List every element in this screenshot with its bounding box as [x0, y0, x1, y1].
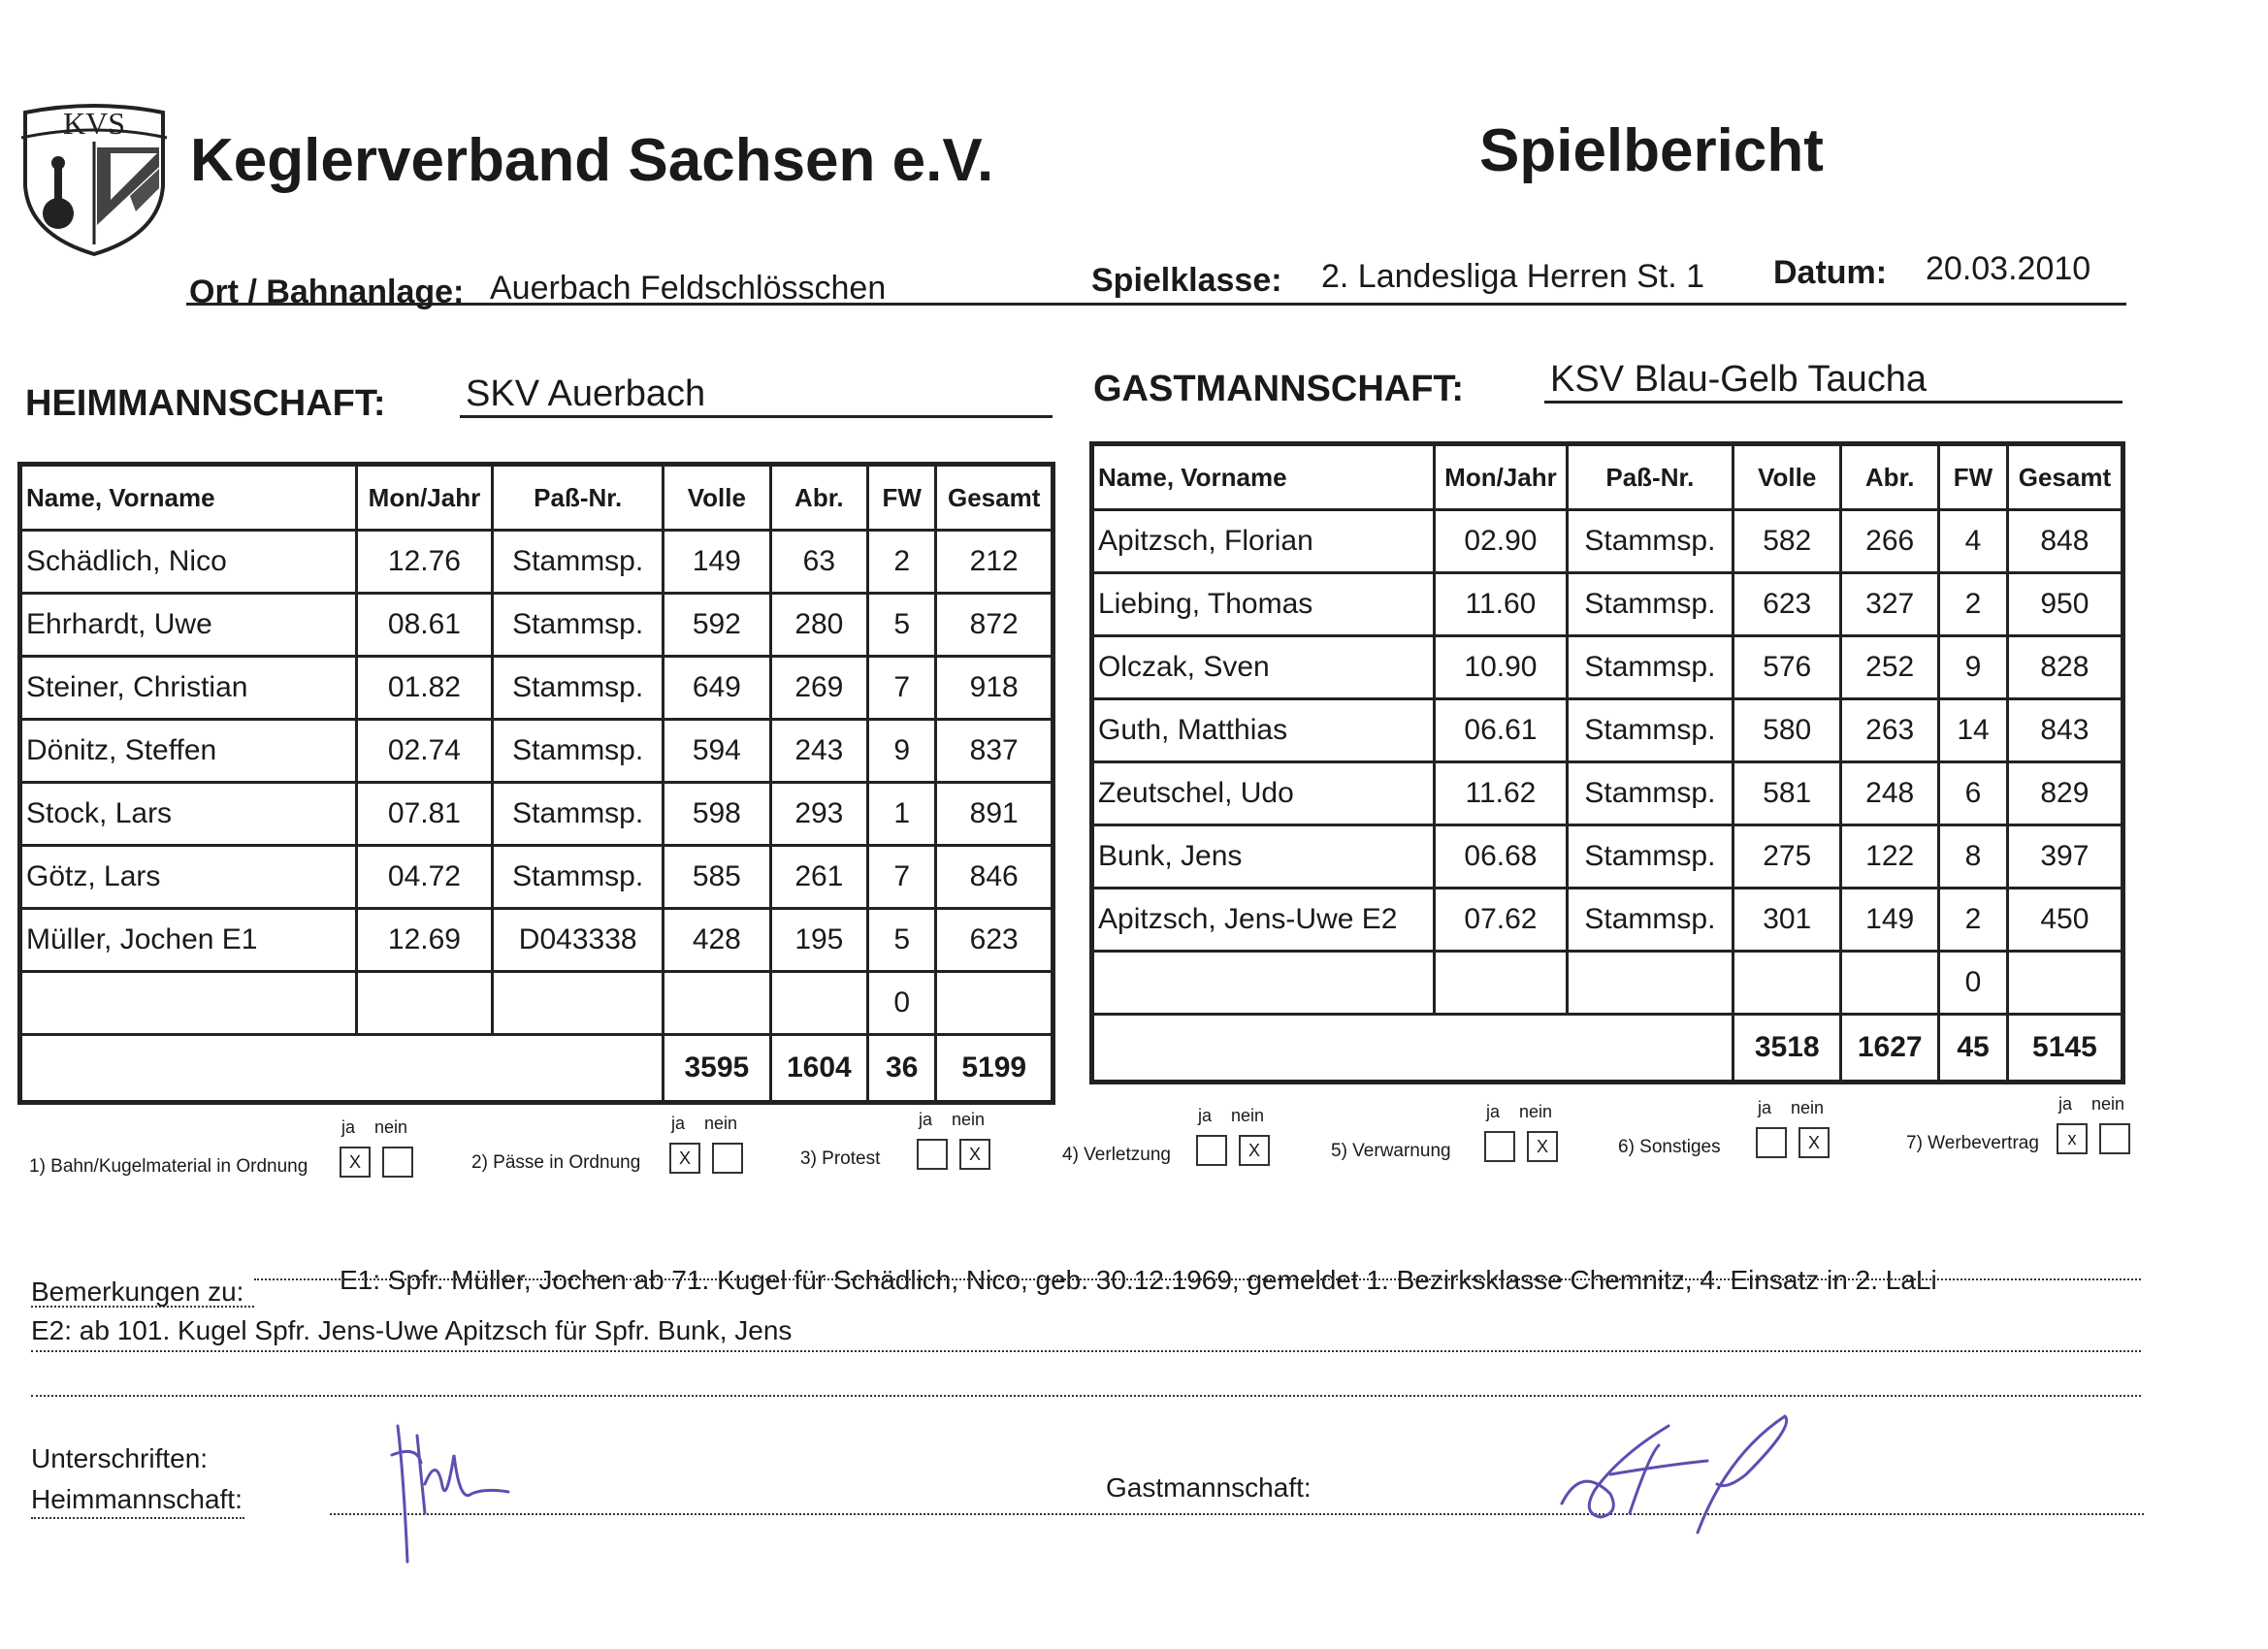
- gesamt-cell: 950: [2007, 573, 2122, 636]
- table-row: [1092, 699, 2123, 762]
- gesamt-cell: 212: [936, 531, 1053, 594]
- player-name-cell: Guth, Matthias: [1092, 699, 1435, 762]
- home-header-row: [20, 465, 1053, 531]
- fw-cell: 0: [1939, 952, 2008, 1015]
- home-total-row: [20, 1035, 1053, 1103]
- gesamt-cell: [2007, 952, 2122, 1015]
- total-abr: 1627: [1841, 1015, 1939, 1083]
- pass-number-cell: Stammsp.: [1567, 636, 1733, 699]
- total-gesamt: 5199: [936, 1035, 1053, 1103]
- table-row: [20, 846, 1053, 909]
- fw-cell: 2: [1939, 573, 2008, 636]
- volle-cell: 580: [1733, 699, 1841, 762]
- home-score-table: [17, 462, 1055, 1105]
- volle-cell: 301: [1733, 889, 1841, 952]
- pass-number-cell: Stammsp.: [1567, 510, 1733, 573]
- check-label: 3) Protest: [800, 1148, 881, 1169]
- pass-number-cell: Stammsp.: [1567, 573, 1733, 636]
- birth-month-cell: 08.61: [356, 594, 493, 657]
- column-header: Name, Vorname: [1092, 444, 1435, 510]
- total-volle: 3595: [664, 1035, 771, 1103]
- document-title: Spielbericht: [1479, 117, 1824, 184]
- abr-cell: 263: [1841, 699, 1939, 762]
- nein-checkbox[interactable]: [2099, 1123, 2130, 1154]
- fw-cell: 8: [1939, 825, 2008, 889]
- table-row: [1092, 762, 2123, 825]
- volle-cell: 649: [664, 657, 771, 720]
- class-label: Spielklasse:: [1091, 262, 1282, 299]
- nein-label: nein: [1231, 1106, 1265, 1125]
- nein-label: nein: [704, 1114, 738, 1133]
- volle-cell: [664, 972, 771, 1035]
- birth-month-cell: 11.60: [1435, 573, 1567, 636]
- nein-checkbox[interactable]: X: [1527, 1131, 1558, 1162]
- nein-label: nein: [1791, 1098, 1825, 1117]
- abr-cell: 327: [1841, 573, 1939, 636]
- nein-label: nein: [2091, 1094, 2125, 1114]
- ja-checkbox[interactable]: [917, 1139, 948, 1170]
- player-name-cell: Steiner, Christian: [20, 657, 357, 720]
- total-gesamt: 5145: [2007, 1015, 2122, 1083]
- player-name-cell: Schädlich, Nico: [20, 531, 357, 594]
- nein-checkbox[interactable]: [382, 1147, 413, 1178]
- abr-cell: [770, 972, 867, 1035]
- fw-cell: 9: [868, 720, 936, 783]
- ja-checkbox[interactable]: X: [340, 1147, 371, 1178]
- venue-label: Ort / Bahnanlage:: [189, 274, 465, 310]
- guest-signature: [1552, 1397, 1804, 1552]
- fw-cell: 7: [868, 846, 936, 909]
- remark-dotline-1b: [31, 1306, 254, 1308]
- table-row: [1092, 825, 2123, 889]
- fw-cell: 6: [1939, 762, 2008, 825]
- organization-name: Keglerverband Sachsen e.V.: [190, 127, 994, 194]
- gesamt-cell: 848: [2007, 510, 2122, 573]
- birth-month-cell: 04.72: [356, 846, 493, 909]
- fw-cell: 14: [1939, 699, 2008, 762]
- birth-month-cell: 02.90: [1435, 510, 1567, 573]
- birth-month-cell: [1435, 952, 1567, 1015]
- guest-header-row: [1092, 444, 2123, 510]
- gesamt-cell: [936, 972, 1053, 1035]
- column-header: Name, Vorname: [20, 465, 357, 531]
- player-name-cell: [1092, 952, 1435, 1015]
- pass-number-cell: [1567, 952, 1733, 1015]
- table-row: [20, 657, 1053, 720]
- gesamt-cell: 846: [936, 846, 1053, 909]
- pass-number-cell: Stammsp.: [493, 783, 664, 846]
- gesamt-cell: 623: [936, 909, 1053, 972]
- remark-dotline-3: [31, 1395, 2141, 1397]
- volle-cell: 598: [664, 783, 771, 846]
- pass-number-cell: Stammsp.: [493, 657, 664, 720]
- column-header: FW: [868, 465, 936, 531]
- ja-label: ja: [2058, 1094, 2073, 1114]
- date-label: Datum:: [1773, 254, 1888, 291]
- abr-cell: 261: [770, 846, 867, 909]
- fw-cell: 9: [1939, 636, 2008, 699]
- birth-month-cell: 07.62: [1435, 889, 1567, 952]
- fw-cell: 2: [868, 531, 936, 594]
- date-value: 20.03.2010: [1926, 250, 2091, 287]
- column-header: Abr.: [770, 465, 867, 531]
- volle-cell: 428: [664, 909, 771, 972]
- class-value: 2. Landesliga Herren St. 1: [1321, 258, 1705, 295]
- volle-cell: 594: [664, 720, 771, 783]
- birth-month-cell: 02.74: [356, 720, 493, 783]
- ja-label: ja: [1198, 1106, 1213, 1125]
- table-row: [20, 909, 1053, 972]
- table-row: [20, 594, 1053, 657]
- guest-signature-label: Gastmannschaft:: [1106, 1472, 1312, 1503]
- ja-checkbox[interactable]: x: [2057, 1123, 2088, 1154]
- column-header: Mon/Jahr: [356, 465, 493, 531]
- table-row: [20, 531, 1053, 594]
- home-team-name: SKV Auerbach: [460, 373, 1053, 418]
- table-row: [1092, 636, 2123, 699]
- check-label: 5) Verwarnung: [1331, 1141, 1451, 1161]
- fw-cell: 5: [868, 909, 936, 972]
- player-name-cell: [20, 972, 357, 1035]
- remark-line-2: E2: ab 101. Kugel Spfr. Jens-Uwe Apitzsch für Spfr. Bunk, Jens: [31, 1315, 793, 1345]
- signatures-label: Unterschriften:: [31, 1443, 209, 1473]
- logo-text: KVS: [62, 106, 126, 141]
- guest-total-row: [1092, 1015, 2123, 1083]
- abr-cell: [1841, 952, 1939, 1015]
- abr-cell: 280: [770, 594, 867, 657]
- birth-month-cell: 10.90: [1435, 636, 1567, 699]
- abr-cell: 195: [770, 909, 867, 972]
- gesamt-cell: 837: [936, 720, 1053, 783]
- abr-cell: 269: [770, 657, 867, 720]
- ja-label: ja: [1486, 1102, 1501, 1121]
- player-name-cell: Müller, Jochen E1: [20, 909, 357, 972]
- gesamt-cell: 843: [2007, 699, 2122, 762]
- total-fw: 45: [1939, 1015, 2008, 1083]
- remark-dotline-1: [254, 1278, 2141, 1280]
- gesamt-cell: 872: [936, 594, 1053, 657]
- ja-checkbox[interactable]: [1484, 1131, 1515, 1162]
- table-row: [1092, 573, 2123, 636]
- column-header: Volle: [1733, 444, 1841, 510]
- nein-label: nein: [952, 1110, 986, 1129]
- birth-month-cell: 11.62: [1435, 762, 1567, 825]
- ja-checkbox[interactable]: X: [669, 1143, 700, 1174]
- kvs-logo: [14, 99, 175, 260]
- birth-month-cell: 06.61: [1435, 699, 1567, 762]
- info-underline: [186, 303, 2126, 306]
- player-name-cell: Stock, Lars: [20, 783, 357, 846]
- check-label: 1) Bahn/Kugelmaterial in Ordnung: [29, 1156, 308, 1177]
- birth-month-cell: 12.76: [356, 531, 493, 594]
- table-row: [20, 720, 1053, 783]
- abr-cell: 243: [770, 720, 867, 783]
- signature-line: [330, 1513, 2144, 1515]
- guest-team-label: GASTMANNSCHAFT:: [1093, 369, 1465, 409]
- fw-cell: 2: [1939, 889, 2008, 952]
- abr-cell: 122: [1841, 825, 1939, 889]
- check-label: 4) Verletzung: [1062, 1145, 1171, 1165]
- birth-month-cell: [356, 972, 493, 1035]
- volle-cell: 275: [1733, 825, 1841, 889]
- abr-cell: 63: [770, 531, 867, 594]
- pass-number-cell: Stammsp.: [1567, 699, 1733, 762]
- home-signature-label: Heimmannschaft:: [31, 1484, 243, 1514]
- volle-cell: 581: [1733, 762, 1841, 825]
- player-name-cell: Apitzsch, Florian: [1092, 510, 1435, 573]
- fw-cell: 4: [1939, 510, 2008, 573]
- guest-team-name: KSV Blau-Gelb Taucha: [1544, 359, 2122, 404]
- nein-checkbox[interactable]: X: [1239, 1135, 1270, 1166]
- total-fw: 36: [868, 1035, 936, 1103]
- volle-cell: 576: [1733, 636, 1841, 699]
- table-row: [1092, 510, 2123, 573]
- ja-label: ja: [1758, 1098, 1772, 1117]
- nein-label: nein: [1519, 1102, 1553, 1121]
- column-header: Abr.: [1841, 444, 1939, 510]
- ja-label: ja: [671, 1114, 686, 1133]
- volle-cell: 582: [1733, 510, 1841, 573]
- pass-number-cell: Stammsp.: [1567, 762, 1733, 825]
- birth-month-cell: 06.68: [1435, 825, 1567, 889]
- pass-number-cell: Stammsp.: [1567, 889, 1733, 952]
- gesamt-cell: 829: [2007, 762, 2122, 825]
- player-name-cell: Ehrhardt, Uwe: [20, 594, 357, 657]
- column-header: Gesamt: [936, 465, 1053, 531]
- gesamt-cell: 450: [2007, 889, 2122, 952]
- table-row: [20, 783, 1053, 846]
- guest-score-table: [1089, 441, 2125, 1084]
- abr-cell: 266: [1841, 510, 1939, 573]
- volle-cell: 149: [664, 531, 771, 594]
- check-label: 7) Werbevertrag: [1906, 1133, 2039, 1153]
- pass-number-cell: Stammsp.: [493, 846, 664, 909]
- home-signature: [378, 1416, 524, 1571]
- fw-cell: 1: [868, 783, 936, 846]
- abr-cell: 252: [1841, 636, 1939, 699]
- pass-number-cell: D043338: [493, 909, 664, 972]
- player-name-cell: Liebing, Thomas: [1092, 573, 1435, 636]
- abr-cell: 293: [770, 783, 867, 846]
- column-header: Paß-Nr.: [1567, 444, 1733, 510]
- remark-line-1: E1: Spfr. Müller, Jochen ab 71. Kugel für Schädlich, Nico, geb. 30.12.1969, gemeldet 1. Bezirksklasse Chemnitz, 4. Einsatz in 2. LaLi: [340, 1265, 1937, 1295]
- column-header: Volle: [664, 465, 771, 531]
- abr-cell: 248: [1841, 762, 1939, 825]
- pass-number-cell: Stammsp.: [493, 531, 664, 594]
- column-header: Gesamt: [2007, 444, 2122, 510]
- player-name-cell: Dönitz, Steffen: [20, 720, 357, 783]
- fw-cell: 0: [868, 972, 936, 1035]
- column-header: FW: [1939, 444, 2008, 510]
- fw-cell: 5: [868, 594, 936, 657]
- nein-checkbox[interactable]: X: [959, 1139, 990, 1170]
- volle-cell: 592: [664, 594, 771, 657]
- birth-month-cell: 01.82: [356, 657, 493, 720]
- home-signature-line: [31, 1517, 244, 1519]
- gesamt-cell: 918: [936, 657, 1053, 720]
- remark-dotline-2: [31, 1350, 2141, 1352]
- check-label: 2) Pässe in Ordnung: [471, 1152, 641, 1173]
- nein-label: nein: [374, 1117, 408, 1137]
- ja-checkbox[interactable]: [1756, 1127, 1787, 1158]
- pass-number-cell: Stammsp.: [493, 720, 664, 783]
- ja-label: ja: [341, 1117, 356, 1137]
- nein-checkbox[interactable]: X: [1798, 1127, 1830, 1158]
- pass-number-cell: Stammsp.: [1567, 825, 1733, 889]
- ja-checkbox[interactable]: [1196, 1135, 1227, 1166]
- total-volle: 3518: [1733, 1015, 1841, 1083]
- table-row: [1092, 889, 2123, 952]
- gesamt-cell: 397: [2007, 825, 2122, 889]
- fw-cell: 7: [868, 657, 936, 720]
- volle-cell: 585: [664, 846, 771, 909]
- birth-month-cell: 07.81: [356, 783, 493, 846]
- volle-cell: 623: [1733, 573, 1841, 636]
- gesamt-cell: 891: [936, 783, 1053, 846]
- ja-label: ja: [919, 1110, 933, 1129]
- venue-value: Auerbach Feldschlösschen: [490, 270, 887, 307]
- remarks-label: Bemerkungen zu:: [31, 1277, 244, 1307]
- column-header: Paß-Nr.: [493, 465, 664, 531]
- volle-cell: [1733, 952, 1841, 1015]
- abr-cell: 149: [1841, 889, 1939, 952]
- column-header: Mon/Jahr: [1435, 444, 1567, 510]
- table-row: [1092, 952, 2123, 1015]
- nein-checkbox[interactable]: [712, 1143, 743, 1174]
- gesamt-cell: 828: [2007, 636, 2122, 699]
- player-name-cell: Olczak, Sven: [1092, 636, 1435, 699]
- player-name-cell: Götz, Lars: [20, 846, 357, 909]
- player-name-cell: Apitzsch, Jens-Uwe E2: [1092, 889, 1435, 952]
- player-name-cell: Zeutschel, Udo: [1092, 762, 1435, 825]
- table-row: [20, 972, 1053, 1035]
- birth-month-cell: 12.69: [356, 909, 493, 972]
- check-label: 6) Sonstiges: [1618, 1137, 1721, 1157]
- pass-number-cell: Stammsp.: [493, 594, 664, 657]
- pass-number-cell: [493, 972, 664, 1035]
- home-team-label: HEIMMANNSCHAFT:: [25, 383, 386, 424]
- total-abr: 1604: [770, 1035, 867, 1103]
- player-name-cell: Bunk, Jens: [1092, 825, 1435, 889]
